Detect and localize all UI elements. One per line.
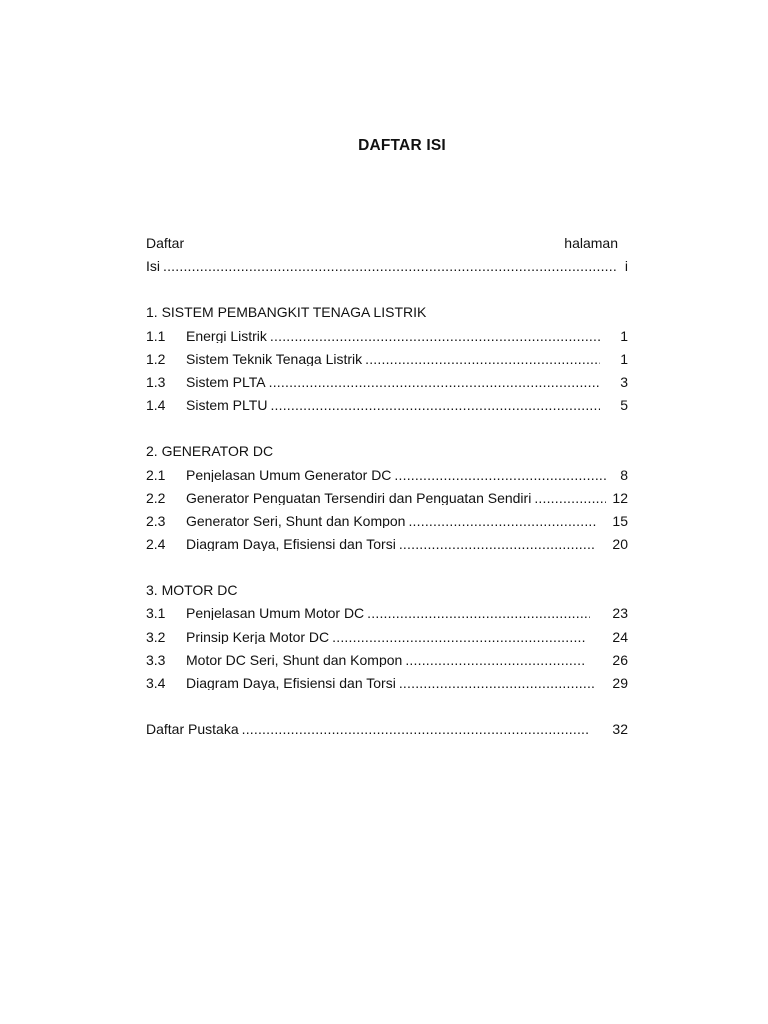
toc-entry-title: Penjelasan Umum Generator DC <box>186 467 392 482</box>
toc-chapter-heading[interactable] <box>146 583 628 606</box>
toc-entry-title: Sistem PLTU <box>186 398 268 413</box>
toc-entry-intro[interactable] <box>146 259 628 282</box>
toc-entry-number: 1.3 <box>146 374 166 389</box>
toc-entry-number: 1.4 <box>146 398 166 413</box>
toc-leader-dots <box>531 491 606 505</box>
toc-entry-number: 1.2 <box>146 351 166 366</box>
toc-entry[interactable] <box>146 537 628 560</box>
chapter-heading-text: 1. SISTEM PEMBANGKIT TENAGA LISTRIK <box>146 304 427 321</box>
toc-entry-number: 3.2 <box>146 629 166 644</box>
toc-entry-title: Motor DC Seri, Shunt dan Kompon <box>186 652 403 667</box>
toc-leader-dots <box>267 329 600 343</box>
toc-entry-title: Isi <box>146 259 160 274</box>
toc-entry-page: 26 <box>612 652 628 667</box>
toc-entry[interactable] <box>146 398 628 421</box>
toc-leader-dots <box>160 259 618 273</box>
toc-entry-title: Diagram Daya, Efisiensi dan Torsi <box>186 676 396 690</box>
toc-entry[interactable] <box>146 468 628 491</box>
toc-entry-page: 23 <box>612 606 628 621</box>
toc-entry[interactable] <box>146 606 628 629</box>
toc-entry-title: Prinsip Kerja Motor DC <box>186 629 330 644</box>
toc-chapter-heading[interactable] <box>146 444 628 467</box>
toc-entry-number: 2.1 <box>146 467 166 482</box>
toc-entry-number: 3.4 <box>146 676 166 690</box>
toc-leader-dots <box>405 514 596 528</box>
toc-entry-page: 24 <box>612 629 628 644</box>
toc-header-left: Daftar <box>146 235 185 251</box>
toc-leader-dots <box>396 676 596 690</box>
toc-leader-dots <box>362 352 600 366</box>
toc-header-row <box>146 236 628 259</box>
toc-leader-dots <box>364 606 590 620</box>
toc-entry-title: Penjelasan Umum Motor DC <box>186 606 365 621</box>
toc-entry[interactable] <box>146 375 628 398</box>
toc-leader-dots <box>396 537 596 551</box>
page-title: DAFTAR ISI <box>358 137 446 154</box>
toc-entry-page: 3 <box>620 374 628 389</box>
toc-entry-title: Sistem PLTA <box>186 374 266 389</box>
table-of-contents <box>146 236 628 745</box>
toc-entry-title: Daftar Pustaka <box>146 722 239 737</box>
toc-entry-title: Generator Seri, Shunt dan Kompon <box>186 513 406 528</box>
toc-entry-page: 32 <box>612 722 628 737</box>
toc-leader-dots <box>391 468 606 482</box>
toc-entry-number: 2.4 <box>146 537 166 552</box>
toc-entry-number: 2.3 <box>146 513 166 528</box>
chapter-heading-text: 3. MOTOR DC <box>146 582 238 599</box>
toc-entry-number: 3.3 <box>146 652 166 667</box>
toc-entry[interactable] <box>146 352 628 375</box>
toc-entry-bibliography[interactable] <box>146 722 628 745</box>
toc-entry-number: 2.2 <box>146 490 166 505</box>
toc-entry[interactable] <box>146 329 628 352</box>
toc-entry-title: Generator Penguatan Tersendiri dan Penguatan Sendiri <box>186 490 532 505</box>
toc-leader-dots <box>402 653 586 667</box>
toc-entry-page: 12 <box>612 490 628 505</box>
chapter-heading-text: 2. GENERATOR DC <box>146 443 274 460</box>
toc-leader-dots <box>267 398 600 412</box>
toc-header-right: halaman <box>564 235 618 251</box>
toc-entry-title: Energi Listrik <box>186 328 267 343</box>
toc-entry[interactable] <box>146 630 628 653</box>
toc-leader-dots <box>329 630 586 644</box>
toc-entry-page: 8 <box>620 467 628 482</box>
toc-entry-number: 3.1 <box>146 606 166 621</box>
toc-entry-title: Sistem Teknik Tenaga Listrik <box>186 351 363 366</box>
toc-entry[interactable] <box>146 676 628 699</box>
toc-entry-page: 15 <box>612 513 628 528</box>
toc-entry-page: 29 <box>612 676 628 690</box>
toc-entry[interactable] <box>146 653 628 676</box>
toc-entry-title: Diagram Daya, Efisiensi dan Torsi <box>186 537 396 552</box>
toc-entry-page: 20 <box>612 537 628 552</box>
toc-entry-page: 5 <box>620 398 628 413</box>
toc-entry[interactable] <box>146 491 628 514</box>
toc-chapter-heading[interactable] <box>146 305 628 328</box>
toc-entry-page: 1 <box>620 351 628 366</box>
toc-entry-page: 1 <box>620 328 628 343</box>
toc-entry[interactable] <box>146 514 628 537</box>
toc-entry-number: 1.1 <box>146 328 166 343</box>
toc-leader-dots <box>266 375 600 389</box>
toc-entry-page: i <box>624 259 628 274</box>
toc-leader-dots <box>239 722 590 736</box>
